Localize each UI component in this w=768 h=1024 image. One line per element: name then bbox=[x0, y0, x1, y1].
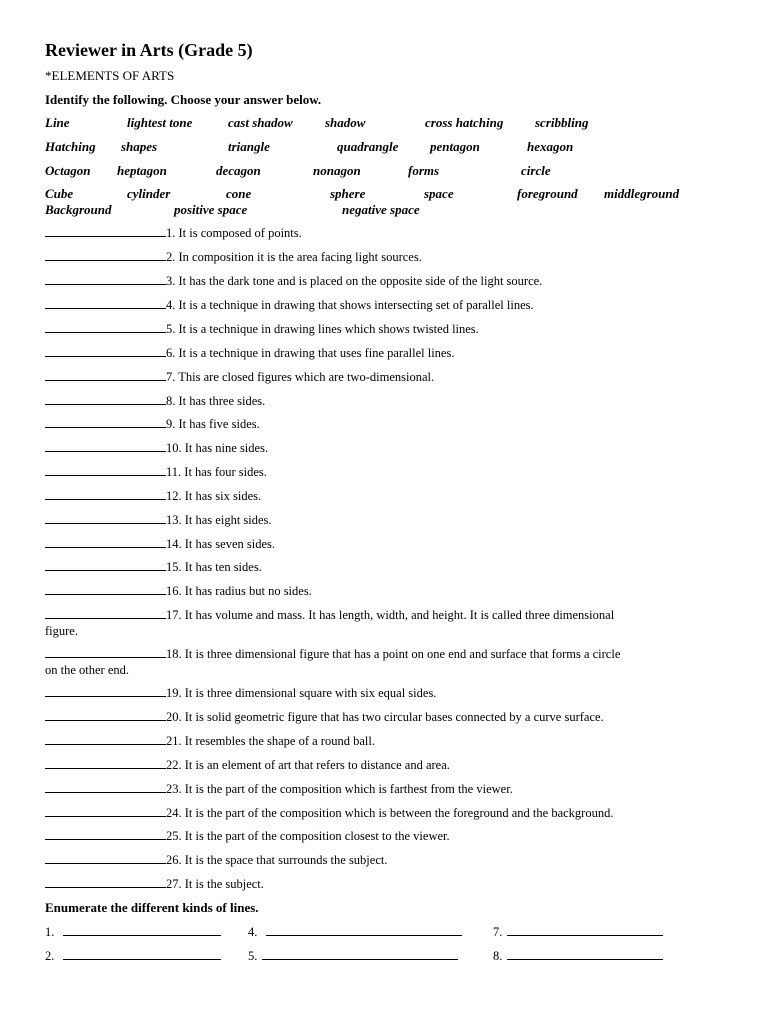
question-item bbox=[45, 249, 725, 265]
answer-blank[interactable] bbox=[45, 393, 166, 405]
word-bank-item: triangle bbox=[228, 139, 270, 154]
question-item bbox=[45, 464, 725, 480]
question-line bbox=[45, 685, 725, 701]
question-text: 9. It has five sides. bbox=[166, 417, 260, 431]
answer-blank[interactable] bbox=[45, 369, 166, 381]
question-line bbox=[45, 805, 725, 821]
question-text: 22. It is an element of art that refers to distance and area. bbox=[166, 758, 450, 772]
question-text: 12. It has six sides. bbox=[166, 489, 262, 503]
answer-blank[interactable] bbox=[45, 828, 166, 840]
answer-blank[interactable] bbox=[45, 440, 166, 452]
word-bank-item: heptagon bbox=[117, 163, 167, 178]
question-item bbox=[45, 781, 725, 797]
word-bank-item: Hatching bbox=[45, 139, 96, 154]
word-bank-item: decagon bbox=[216, 163, 261, 178]
question-line bbox=[45, 512, 725, 528]
question-text: 26. It is the space that surrounds the subject. bbox=[166, 853, 388, 867]
answer-blank[interactable] bbox=[45, 345, 166, 357]
page-title: Reviewer in Arts (Grade 5) bbox=[45, 40, 253, 60]
word-bank-item: Cube bbox=[45, 186, 74, 201]
question-text: 2. In composition it is the area facing light sources. bbox=[166, 250, 422, 264]
word-bank-item: negative space bbox=[342, 202, 420, 217]
word-bank-item: hexagon bbox=[527, 139, 574, 154]
question-line bbox=[45, 297, 725, 313]
answer-blank[interactable] bbox=[45, 464, 166, 476]
question-text: 1. It is composed of points. bbox=[166, 226, 302, 240]
question-text: 20. It is solid geometric figure that has two circular bases connected by a curve surface. bbox=[166, 710, 604, 724]
answer-line[interactable] bbox=[63, 924, 221, 936]
question-line bbox=[45, 852, 725, 868]
question-text: 27. It is the subject. bbox=[166, 877, 264, 891]
word-bank-item: space bbox=[424, 186, 454, 201]
answer-blank[interactable] bbox=[45, 781, 166, 793]
answer-blank[interactable] bbox=[45, 488, 166, 500]
question-item bbox=[45, 876, 725, 892]
question-line bbox=[45, 583, 725, 599]
word-bank-item: shadow bbox=[325, 115, 366, 130]
question-text-continued: on the other end. bbox=[45, 663, 130, 677]
question-text: 17. It has volume and mass. It has length, width, and height. It is called three dimensional bbox=[166, 608, 615, 622]
question-item bbox=[45, 805, 725, 821]
question-line bbox=[45, 393, 725, 409]
question-text: 4. It is a technique in drawing that shows intersecting set of parallel lines. bbox=[166, 298, 534, 312]
word-bank-item: forms bbox=[408, 163, 440, 178]
question-text: 10. It has nine sides. bbox=[166, 441, 269, 455]
question-text: 18. It is three dimensional figure that has a point on one end and surface that forms a circle bbox=[166, 647, 621, 661]
enumerate-number: 1. bbox=[45, 925, 55, 939]
answer-blank[interactable] bbox=[45, 297, 166, 309]
question-item bbox=[45, 709, 725, 725]
enumerate-item bbox=[493, 924, 663, 940]
word-bank-item: cast shadow bbox=[228, 115, 293, 130]
question-line bbox=[45, 709, 725, 725]
word-bank-item: Line bbox=[45, 115, 70, 130]
question-line bbox=[45, 536, 725, 552]
question-line bbox=[45, 781, 725, 797]
question-item bbox=[45, 440, 725, 456]
question-text: 11. It has four sides. bbox=[166, 465, 267, 479]
answer-blank[interactable] bbox=[45, 709, 166, 721]
question-line bbox=[45, 321, 725, 337]
answer-line[interactable] bbox=[262, 948, 458, 960]
answer-blank[interactable] bbox=[45, 225, 166, 237]
question-text-continued: figure. bbox=[45, 624, 78, 638]
word-bank-item: lightest tone bbox=[127, 115, 193, 130]
question-item bbox=[45, 225, 725, 241]
question-text: 3. It has the dark tone and is placed on the opposite side of the light source. bbox=[166, 274, 543, 288]
question-line bbox=[45, 416, 725, 432]
word-bank-item: scribbling bbox=[535, 115, 589, 130]
question-item bbox=[45, 512, 725, 528]
word-bank-item: middleground bbox=[604, 186, 680, 201]
question-text: 21. It resembles the shape of a round ball. bbox=[166, 734, 375, 748]
question-line bbox=[45, 440, 725, 456]
enumerate-item bbox=[248, 924, 462, 940]
question-text: 5. It is a technique in drawing lines which shows twisted lines. bbox=[166, 322, 479, 336]
question-text: 13. It has eight sides. bbox=[166, 513, 272, 527]
enumerate-number: 7. bbox=[493, 925, 503, 939]
question-text: 14. It has seven sides. bbox=[166, 537, 276, 551]
question-item bbox=[45, 488, 725, 504]
word-bank-item: positive space bbox=[174, 202, 248, 217]
enumerate-number: 2. bbox=[45, 949, 55, 963]
question-line bbox=[45, 757, 725, 773]
question-item bbox=[45, 757, 725, 773]
question-item bbox=[45, 416, 725, 432]
question-text: 7. This are closed figures which are two-dimensional. bbox=[166, 370, 435, 384]
answer-blank[interactable] bbox=[45, 583, 166, 595]
answer-blank[interactable] bbox=[45, 416, 166, 428]
enumerate-number: 4. bbox=[248, 925, 258, 939]
word-bank-item: pentagon bbox=[430, 139, 480, 154]
question-item bbox=[45, 321, 725, 337]
answer-blank[interactable] bbox=[45, 685, 166, 697]
question-item bbox=[45, 297, 725, 313]
question-item bbox=[45, 583, 725, 599]
question-line bbox=[45, 607, 725, 623]
word-bank-item: Octagon bbox=[45, 163, 91, 178]
question-line bbox=[45, 345, 725, 361]
question-line bbox=[45, 488, 725, 504]
word-bank-item: sphere bbox=[330, 186, 366, 201]
answer-blank[interactable] bbox=[45, 321, 166, 333]
word-bank-item: nonagon bbox=[313, 163, 361, 178]
question-line bbox=[45, 249, 725, 265]
question-item bbox=[45, 273, 725, 289]
word-bank-item: cylinder bbox=[127, 186, 171, 201]
enumerate-item bbox=[493, 948, 663, 964]
answer-line[interactable] bbox=[507, 948, 663, 960]
word-bank-item: quadrangle bbox=[337, 139, 399, 154]
question-line bbox=[45, 876, 725, 892]
answer-blank[interactable] bbox=[45, 852, 166, 864]
question-line bbox=[45, 369, 725, 385]
question-item bbox=[45, 536, 725, 552]
question-item bbox=[45, 733, 725, 749]
answer-blank[interactable] bbox=[45, 536, 166, 548]
enumerate-item bbox=[45, 924, 221, 940]
answer-blank[interactable] bbox=[45, 805, 166, 817]
question-text: 24. It is the part of the composition which is between the foreground and the background. bbox=[166, 806, 614, 820]
answer-blank[interactable] bbox=[45, 607, 166, 619]
question-item bbox=[45, 345, 725, 361]
question-text: 15. It has ten sides. bbox=[166, 560, 262, 574]
enumerate-item bbox=[248, 948, 458, 964]
word-bank-item: shapes bbox=[121, 139, 158, 154]
answer-blank[interactable] bbox=[45, 757, 166, 769]
question-line bbox=[45, 559, 725, 575]
enumerate-number: 5. bbox=[248, 949, 258, 963]
answer-blank[interactable] bbox=[45, 559, 166, 571]
question-line bbox=[45, 646, 725, 662]
question-text: 6. It is a technique in drawing that uses fine parallel lines. bbox=[166, 346, 455, 360]
question-item bbox=[45, 369, 725, 385]
answer-blank[interactable] bbox=[45, 512, 166, 524]
answer-blank[interactable] bbox=[45, 273, 166, 285]
section-heading: *ELEMENTS OF ARTS bbox=[45, 68, 175, 83]
question-text: 25. It is the part of the composition closest to the viewer. bbox=[166, 829, 450, 843]
answer-line[interactable] bbox=[507, 924, 663, 936]
question-line bbox=[45, 225, 725, 241]
question-line bbox=[45, 828, 725, 844]
question-item bbox=[45, 685, 725, 701]
word-bank-item: cross hatching bbox=[425, 115, 504, 130]
instruction-text: Identify the following. Choose your answer below. bbox=[45, 92, 322, 107]
enumerate-number: 8. bbox=[493, 949, 503, 963]
question-text: 23. It is the part of the composition which is farthest from the viewer. bbox=[166, 782, 513, 796]
question-text: 8. It has three sides. bbox=[166, 394, 266, 408]
word-bank-item: Background bbox=[45, 202, 112, 217]
question-text: 19. It is three dimensional square with six equal sides. bbox=[166, 686, 437, 700]
answer-line[interactable] bbox=[63, 948, 221, 960]
answer-line[interactable] bbox=[266, 924, 462, 936]
question-item bbox=[45, 828, 725, 844]
enumerate-item bbox=[45, 948, 221, 964]
question-item bbox=[45, 852, 725, 868]
question-item bbox=[45, 559, 725, 575]
word-bank-item: cone bbox=[226, 186, 252, 201]
enumerate-heading: Enumerate the different kinds of lines. bbox=[45, 900, 259, 915]
answer-blank[interactable] bbox=[45, 733, 166, 745]
question-line bbox=[45, 733, 725, 749]
question-item bbox=[45, 646, 725, 678]
answer-blank[interactable] bbox=[45, 249, 166, 261]
answer-blank[interactable] bbox=[45, 876, 166, 888]
question-item bbox=[45, 607, 725, 639]
question-line bbox=[45, 273, 725, 289]
question-line bbox=[45, 464, 725, 480]
question-text: 16. It has radius but no sides. bbox=[166, 584, 312, 598]
word-bank-item: circle bbox=[521, 163, 551, 178]
question-item bbox=[45, 393, 725, 409]
answer-blank[interactable] bbox=[45, 646, 166, 658]
word-bank-item: foreground bbox=[517, 186, 578, 201]
